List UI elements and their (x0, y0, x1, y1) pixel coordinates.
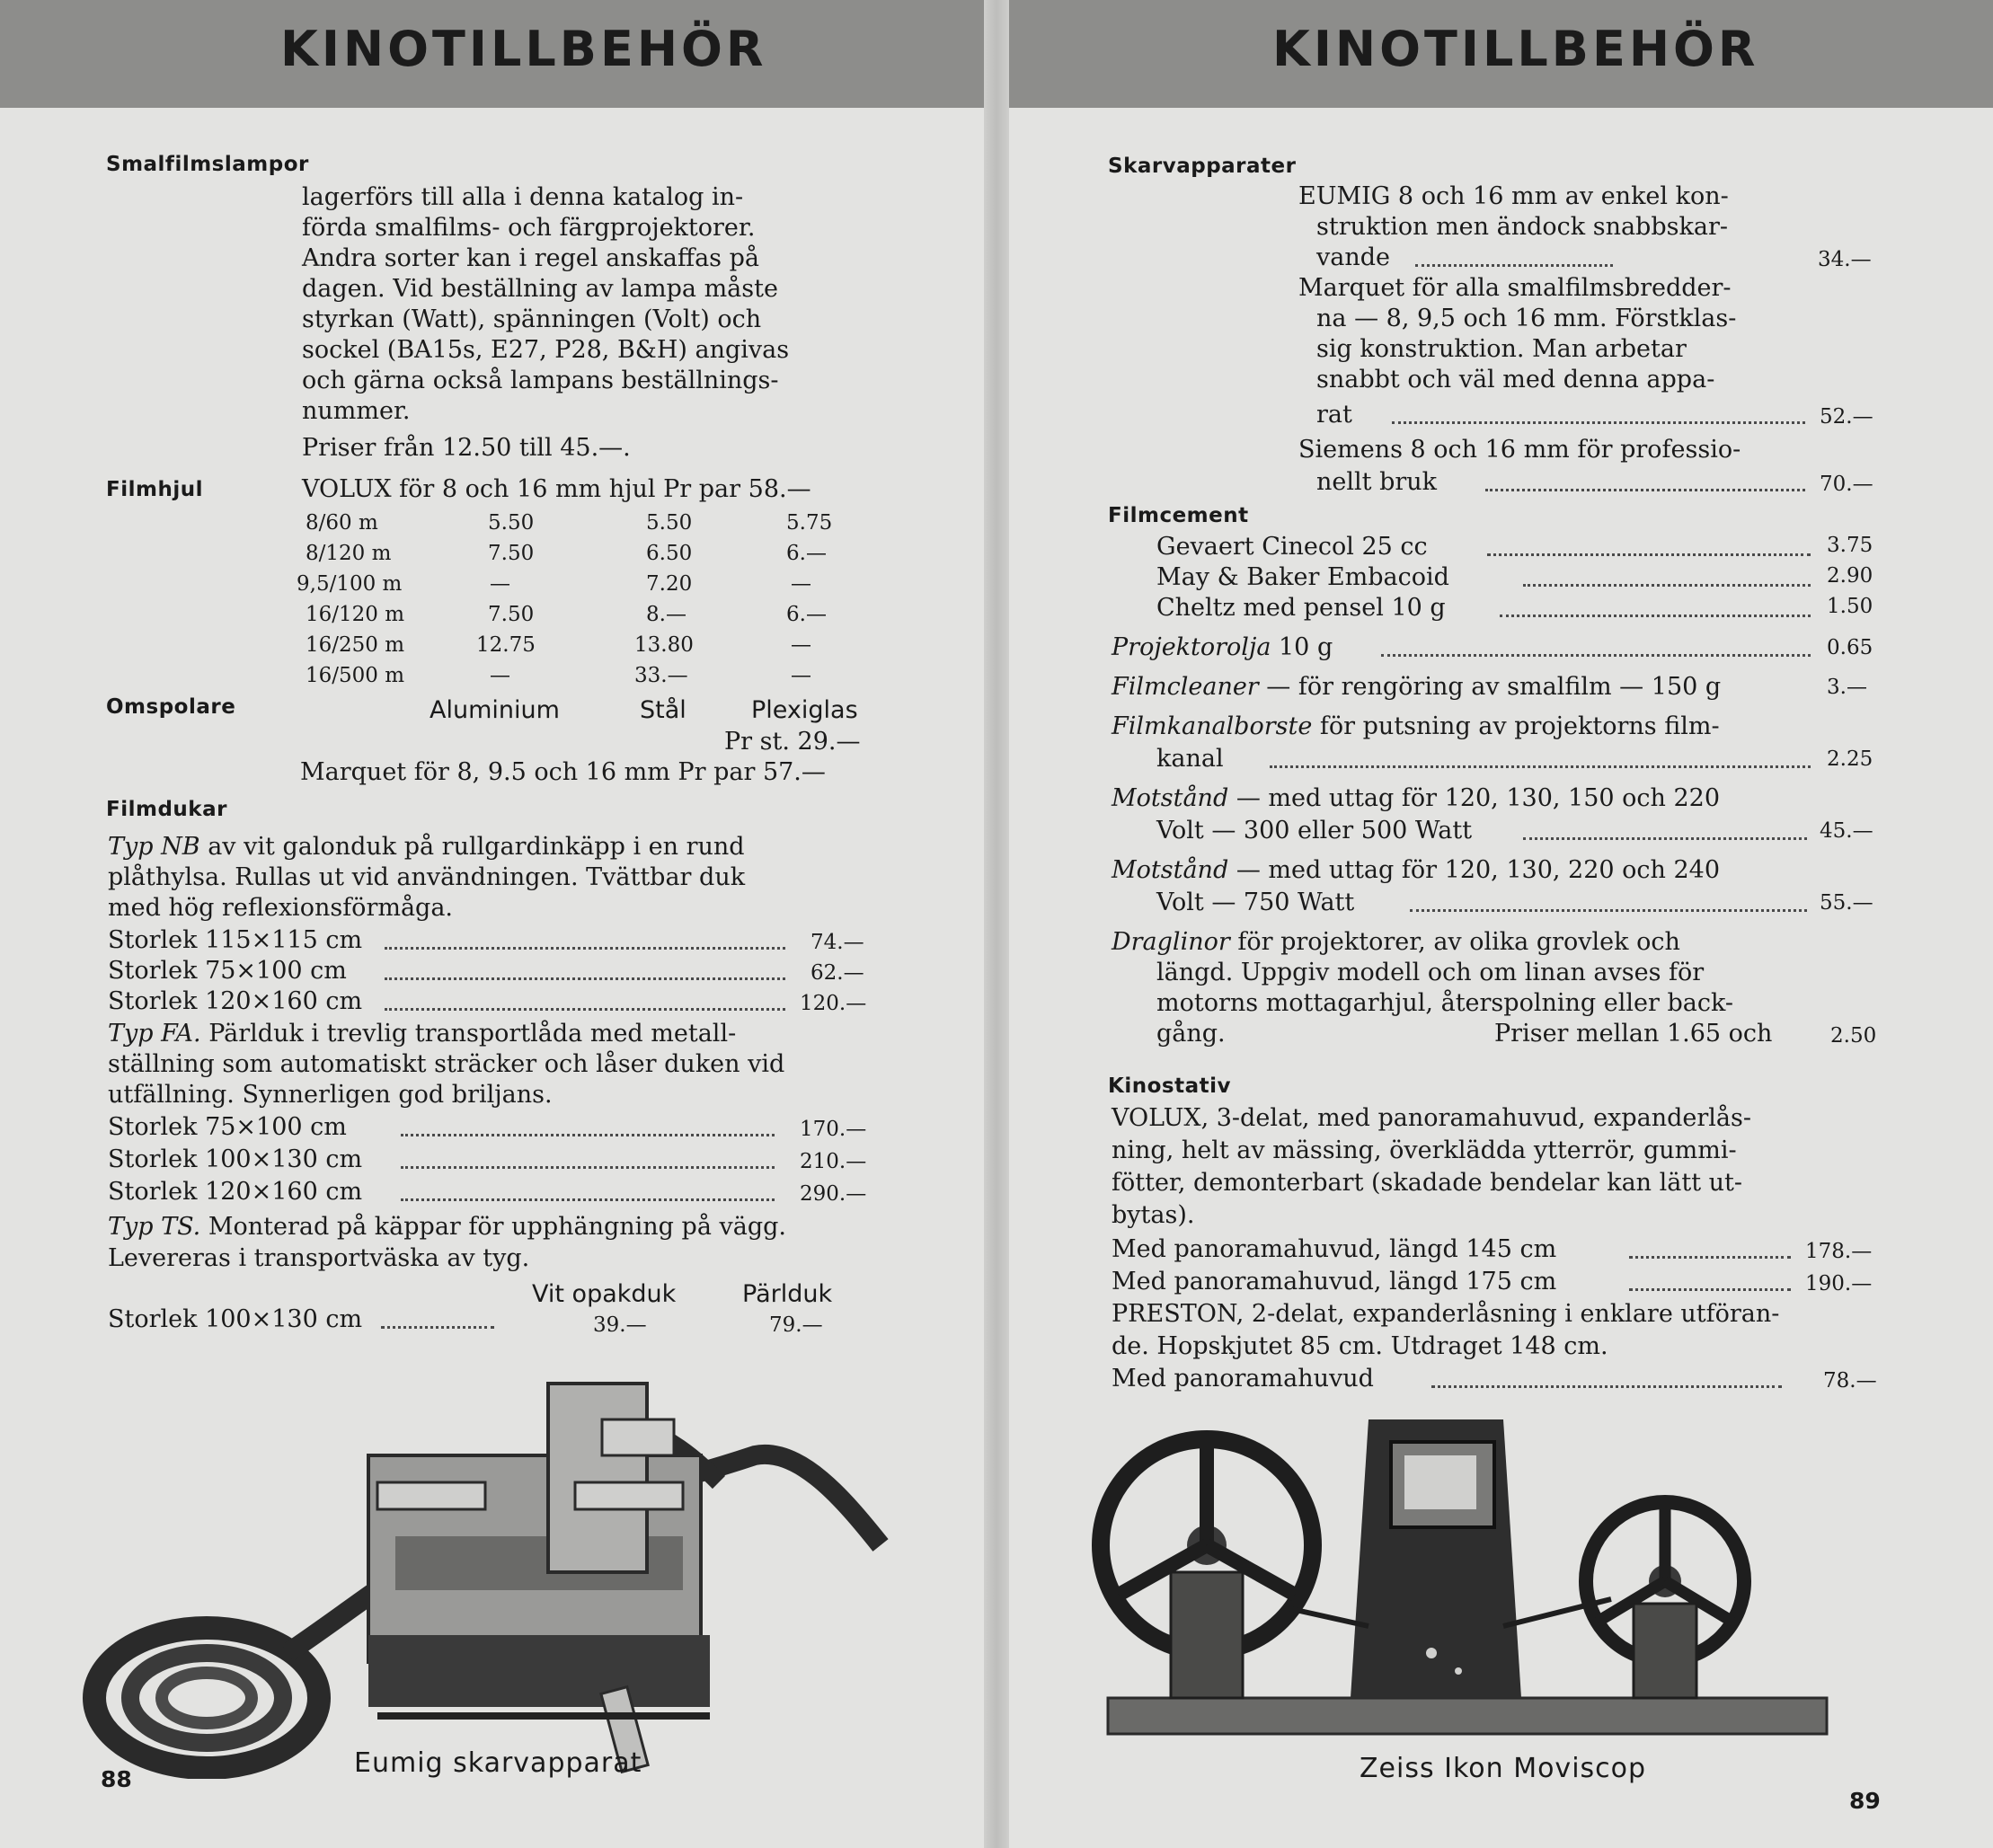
table-cell: 7.50 (488, 603, 535, 626)
dot-leader (385, 977, 785, 980)
table-cell: 5.75 (786, 511, 833, 535)
text-line: rat (1316, 401, 1352, 429)
table-cell: 7.50 (488, 542, 535, 565)
text-line: de. Hopskjutet 85 cm. Utdraget 148 cm. (1112, 1332, 1608, 1360)
text-line: styrkan (Watt), spänningen (Volt) och (302, 305, 762, 333)
table-cell: 5.50 (646, 511, 693, 535)
table-cell: 33.— (634, 664, 688, 687)
dot-leader (1392, 421, 1805, 424)
text-line: ställning som automatiskt sträcker och låser duken vid (108, 1050, 785, 1078)
price: 0.65 (1827, 636, 1873, 659)
left-page (0, 0, 984, 1848)
dot-leader (401, 1134, 775, 1136)
text-line: sockel (BA15s, E27, P28, B&H) angivas (302, 336, 790, 364)
dot-leader (381, 1326, 494, 1329)
heading-smalfilmslampor: Smalfilmslampor (106, 153, 309, 176)
price: 34.— (1818, 248, 1872, 271)
text-line: förda smalfilms- och färgprojektorer. (302, 214, 756, 242)
omspolare-price: Pr st. 29.— (724, 728, 861, 756)
motstand1-label: Motstånd (1112, 784, 1229, 812)
size-label: Storlek 120×160 cm (108, 987, 363, 1015)
price: 39.— (593, 1313, 647, 1337)
table-cell: 8/60 m (306, 511, 378, 535)
price: 2.90 (1827, 564, 1873, 588)
text-line: bytas). (1112, 1201, 1195, 1229)
text-line: EUMIG 8 och 16 mm av enkel kon- (1298, 182, 1729, 210)
eumig-splicer-photo (72, 1366, 917, 1779)
price: 3.75 (1827, 534, 1873, 557)
page-number-left: 88 (101, 1766, 132, 1792)
right-page (1009, 0, 1993, 1848)
text-line: Monterad på käppar för upphängning på vägg. (200, 1213, 787, 1241)
dot-leader (1431, 1385, 1782, 1388)
table-cell: — (791, 572, 811, 596)
text-line: med hög reflexionsförmåga. (108, 894, 454, 922)
item-label: Gevaert Cinecol 25 cc (1156, 533, 1428, 561)
motstand1-line (1112, 783, 1720, 814)
table-cell: 16/500 m (306, 664, 405, 687)
text-line: Siemens 8 och 16 mm för professio- (1298, 436, 1741, 464)
dot-leader (1629, 1256, 1791, 1259)
table-cell: 13.80 (634, 633, 694, 657)
price: 2.25 (1827, 747, 1873, 771)
filmcleaner-line (1112, 672, 1721, 703)
price: 62.— (810, 961, 864, 985)
text-line: Andra sorter kan i regel anskaffas på (302, 244, 760, 272)
text-line: PRESTON, 2-delat, expanderlåsning i enklare utföran- (1112, 1300, 1780, 1328)
dot-leader (1523, 837, 1807, 840)
text-line: gång. (1156, 1020, 1226, 1048)
item-label: Med panoramahuvud, längd 175 cm (1112, 1268, 1557, 1295)
table-cell: — (490, 664, 510, 687)
table-cell: 16/250 m (306, 633, 405, 657)
table-cell: 6.50 (646, 542, 693, 565)
typ-fa-label: Typ FA. (108, 1020, 201, 1048)
table-cell: 16/120 m (306, 603, 405, 626)
table-cell: — (791, 633, 811, 657)
filmhjul-intro: VOLUX för 8 och 16 mm hjul Pr par 58.— (302, 475, 811, 503)
heading-filmdukar: Filmdukar (106, 798, 227, 821)
typ-fa-line (108, 1019, 736, 1049)
text-line: na — 8, 9,5 och 16 mm. Förstklas- (1316, 305, 1737, 332)
text-line: Levereras i transportväska av tyg. (108, 1244, 530, 1272)
text-line: nummer. (302, 397, 411, 425)
dot-leader (1523, 584, 1811, 587)
page-number-right: 89 (1849, 1788, 1881, 1814)
heading-filmhjul: Filmhjul (106, 478, 203, 501)
book-gutter (984, 0, 1009, 1848)
dot-leader (1415, 264, 1613, 267)
dot-leader (1500, 615, 1811, 617)
draglinor-label: Draglinor (1112, 928, 1230, 956)
dot-leader (1629, 1288, 1791, 1291)
text-line: sig konstruktion. Man arbetar (1316, 335, 1687, 363)
item-label: Med panoramahuvud (1112, 1365, 1374, 1393)
filmkanal-label: Filmkanalborste (1112, 712, 1313, 740)
price: 70.— (1820, 473, 1873, 496)
heading-skarvapparater: Skarvapparater (1108, 155, 1297, 178)
filmkanal-line (1112, 712, 1720, 742)
right-header-band (1009, 0, 1993, 108)
text-line: struktion men ändock snabbskar- (1316, 213, 1728, 241)
draglinor-price-text: Priser mellan 1.65 och (1494, 1020, 1773, 1048)
text-line: VOLUX, 3-delat, med panoramahuvud, expanderlås- (1112, 1104, 1751, 1132)
ts-col-parlduk: Pärlduk (742, 1280, 833, 1308)
text-line: av vit galonduk på rullgardinkäpp i en rund (199, 833, 745, 861)
price: 290.— (800, 1182, 867, 1206)
item-label: Cheltz med pensel 10 g (1156, 594, 1446, 622)
size-label: Storlek 120×160 cm (108, 1178, 363, 1206)
omspolare-col-aluminium: Aluminium (430, 696, 560, 724)
price: 210.— (800, 1150, 867, 1173)
left-header-band (0, 0, 984, 108)
motstand2-label: Motstånd (1112, 856, 1229, 884)
size-label: Storlek 75×100 cm (108, 957, 347, 985)
heading-filmcement: Filmcement (1108, 504, 1249, 527)
price: 52.— (1820, 405, 1873, 429)
size-label: Storlek 75×100 cm (108, 1113, 347, 1141)
caption-moviscop: Zeiss Ikon Moviscop (1360, 1753, 1647, 1784)
moviscop-photo (1072, 1401, 1863, 1761)
typ-ts-label: Typ TS. (108, 1213, 201, 1241)
omspolare-marquet: Marquet för 8, 9.5 och 16 mm Pr par 57.— (300, 758, 826, 786)
table-cell: 8.— (646, 603, 686, 626)
heading-kinostativ: Kinostativ (1108, 1074, 1231, 1098)
text-line: Marquet för alla smalfilmsbredder- (1298, 274, 1732, 302)
dot-leader (1381, 654, 1811, 657)
text-line: fötter, demonterbart (skadade bendelar kan lätt ut- (1112, 1169, 1743, 1197)
price: 79.— (769, 1313, 823, 1337)
omspolare-col-plexiglas: Plexiglas (751, 696, 858, 724)
price: 78.— (1823, 1369, 1877, 1393)
text-line: 10 g (1271, 633, 1333, 661)
price-range: Priser från 12.50 till 45.—. (302, 434, 631, 462)
text-line: motorns mottagarhjul, återspolning eller back- (1156, 989, 1733, 1017)
table-cell: 6.— (786, 603, 827, 626)
motstand2-line (1112, 855, 1720, 886)
text-line: — med uttag för 120, 130, 150 och 220 (1228, 784, 1721, 812)
text-line: kanal (1156, 745, 1224, 773)
text-line: ning, helt av mässing, överklädda ytterrör, gummi- (1112, 1136, 1737, 1164)
filmcleaner-label: Filmcleaner (1112, 673, 1259, 701)
text-line: — för rengöring av smalfilm — 150 g (1258, 673, 1722, 701)
dot-leader (1410, 909, 1807, 912)
table-cell: — (791, 664, 811, 687)
draglinor-line (1112, 927, 1680, 958)
projektorolja-line (1112, 632, 1333, 663)
caption-eumig: Eumig skarvapparat (354, 1747, 642, 1779)
table-cell: 5.50 (488, 511, 535, 535)
right-header-title: KINOTILLBEHÖR (1272, 21, 1759, 77)
price: 170.— (800, 1118, 867, 1141)
item-label: Med panoramahuvud, längd 145 cm (1112, 1235, 1557, 1263)
text-line: plåthylsa. Rullas ut vid användningen. Tvättbar duk (108, 863, 746, 891)
price: 55.— (1820, 891, 1873, 915)
price: 74.— (810, 931, 864, 954)
text-line: vande (1316, 243, 1391, 271)
size-label: Storlek 100×130 cm (108, 1305, 363, 1333)
ts-col-vit-opakduk: Vit opakduk (532, 1280, 677, 1308)
text-line: längd. Uppgiv modell och om linan avses för (1156, 959, 1705, 986)
text-line: Volt — 750 Watt (1156, 889, 1355, 916)
text-line: utfällning. Synnerligen god briljans. (108, 1081, 553, 1109)
table-cell: — (490, 572, 510, 596)
table-cell: 8/120 m (306, 542, 392, 565)
dot-leader (1485, 489, 1805, 491)
omspolare-col-stal: Stål (640, 696, 686, 724)
table-cell: 9,5/100 m (297, 572, 403, 596)
typ-nb-line (108, 832, 745, 862)
text-line: och gärna också lampans beställnings- (302, 367, 779, 394)
projektorolja-label: Projektorolja (1112, 633, 1271, 661)
text-line: snabbt och väl med denna appa- (1316, 366, 1715, 393)
table-cell: 7.20 (646, 572, 693, 596)
item-label: May & Baker Embacoid (1156, 563, 1449, 591)
price: 190.— (1805, 1272, 1873, 1295)
price: 45.— (1820, 819, 1873, 843)
dot-leader (385, 1008, 785, 1011)
text-line: för putsning av projektorns film- (1312, 712, 1720, 740)
text-line: Pärlduk i trevlig transportlåda med metall- (200, 1020, 737, 1048)
price: 178.— (1805, 1240, 1873, 1263)
text-line: — med uttag för 120, 130, 220 och 240 (1228, 856, 1721, 884)
heading-omspolare: Omspolare (106, 695, 236, 719)
size-label: Storlek 100×130 cm (108, 1145, 363, 1173)
size-label: Storlek 115×115 cm (108, 926, 363, 954)
dot-leader (401, 1166, 775, 1169)
dot-leader (1487, 553, 1811, 556)
text-line: Volt — 300 eller 500 Watt (1156, 817, 1473, 844)
price: 120.— (800, 992, 867, 1015)
typ-nb-label: Typ NB (108, 833, 200, 861)
typ-ts-line (108, 1212, 786, 1242)
text-line: lagerförs till alla i denna katalog in- (302, 183, 744, 211)
dot-leader (385, 947, 785, 950)
price: 3.— (1827, 676, 1867, 699)
price: 1.50 (1827, 595, 1873, 618)
dot-leader (401, 1198, 775, 1201)
left-header-title: KINOTILLBEHÖR (280, 21, 767, 77)
text-line: för projektorer, av olika grovlek och (1229, 928, 1680, 956)
dot-leader (1270, 765, 1811, 768)
table-cell: 6.— (786, 542, 827, 565)
text-line: nellt bruk (1316, 468, 1438, 496)
text-line: dagen. Vid beställning av lampa måste (302, 275, 778, 303)
price: 2.50 (1830, 1024, 1877, 1048)
table-cell: 12.75 (476, 633, 536, 657)
